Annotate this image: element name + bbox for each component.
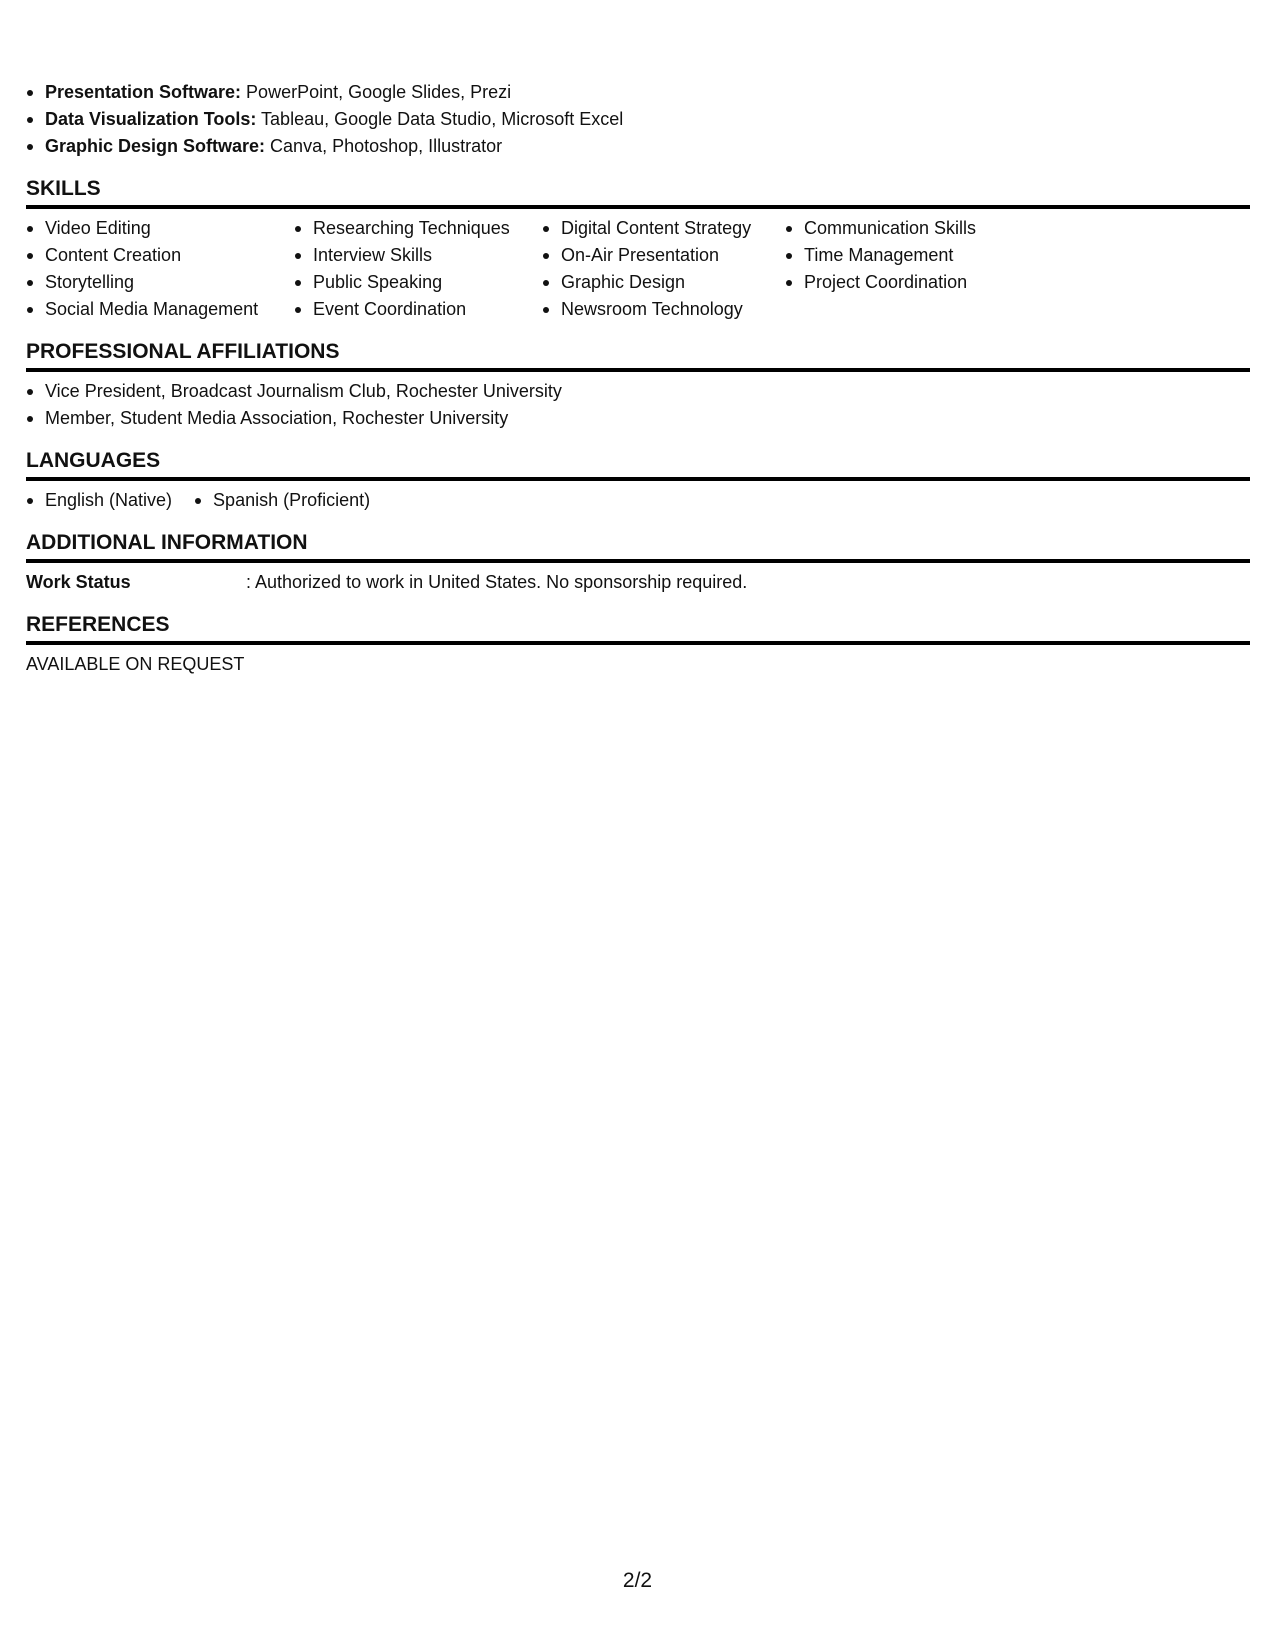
references-text: AVAILABLE ON REQUEST [26,654,245,674]
languages-list [26,487,1250,514]
section-title-skills: SKILLS [26,176,1250,209]
languages-section [26,448,1250,514]
page-number: 2/2 [622,1569,653,1592]
list-item [26,79,1250,106]
skill-item: Event Coordination [294,296,542,323]
skills-column [294,215,542,323]
tool-value: Canva, Photoshop, Illustrator [265,136,503,156]
resume-page [26,79,1250,678]
additional-info-section [26,530,1250,596]
skill-item: Interview Skills [294,242,542,269]
work-status-value: : Authorized to work in United States. No sponsorship required. [246,572,748,592]
tool-value: Tableau, Google Data Studio, Microsoft Excel [256,109,624,129]
skill-item: Social Media Management [26,296,294,323]
section-title-additional-info: ADDITIONAL INFORMATION [26,530,1250,563]
skill-item: Storytelling [26,269,294,296]
affiliations-section [26,339,1250,432]
language-item: Spanish (Proficient) [194,487,370,514]
skill-item: Time Management [785,242,1035,269]
affiliations-list [26,378,1250,432]
skills-column [26,215,294,323]
skill-item: Researching Techniques [294,215,542,242]
affiliation-item: Vice President, Broadcast Journalism Club, Rochester University [26,378,1250,405]
skill-item: Digital Content Strategy [542,215,785,242]
skill-item: On-Air Presentation [542,242,785,269]
references-section [26,612,1250,678]
skills-column [542,215,785,323]
tool-value: PowerPoint, Google Slides, Prezi [241,82,512,102]
tool-label: Graphic Design Software: [45,136,266,156]
skills-columns [26,215,1250,323]
section-title-languages: LANGUAGES [26,448,1250,481]
affiliation-item: Member, Student Media Association, Rochester University [26,405,1250,432]
section-title-affiliations: PROFESSIONAL AFFILIATIONS [26,339,1250,372]
skill-item: Content Creation [26,242,294,269]
list-item [26,133,1250,160]
skill-item: Graphic Design [542,269,785,296]
skills-column [785,215,1035,323]
tool-label: Data Visualization Tools: [45,109,257,129]
section-title-references: REFERENCES [26,612,1250,645]
list-item [26,106,1250,133]
skill-item: Newsroom Technology [542,296,785,323]
skill-item: Video Editing [26,215,294,242]
skill-item: Project Coordination [785,269,1035,296]
tools-list [26,79,1250,160]
skills-section [26,176,1250,323]
skill-item: Public Speaking [294,269,542,296]
skill-item: Communication Skills [785,215,1035,242]
work-status-row [26,569,1250,596]
tool-label: Presentation Software: [45,82,242,102]
work-status-label: Work Status [26,572,131,592]
language-item: English (Native) [26,487,172,514]
